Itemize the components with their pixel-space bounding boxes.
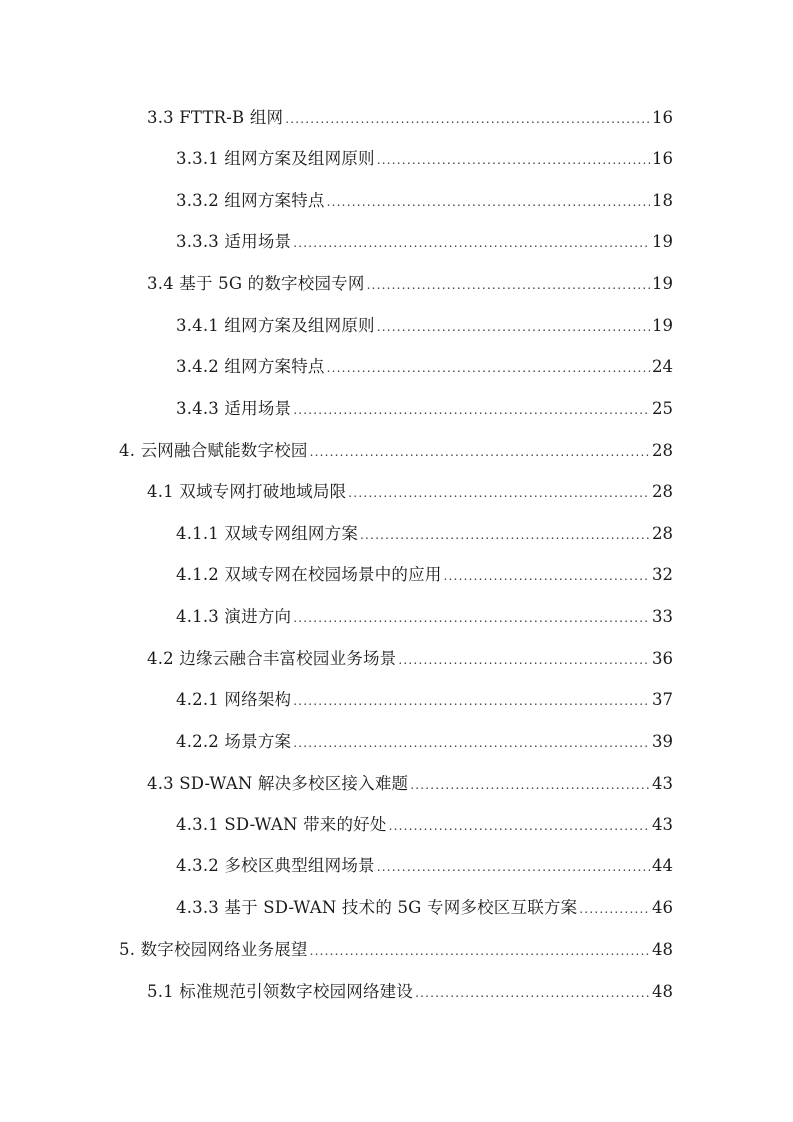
toc-entry-page: 48 — [652, 982, 673, 1001]
toc-entry-label: 4.1.2 双域专网在校园场景中的应用 — [176, 565, 442, 584]
toc-entry-page: 46 — [652, 898, 673, 917]
toc-leader-dots — [398, 649, 650, 671]
toc-entry[interactable] — [147, 648, 673, 671]
toc-leader-dots — [293, 690, 650, 712]
toc-entry[interactable] — [176, 356, 673, 379]
toc-entry[interactable] — [176, 731, 673, 754]
toc-entry[interactable] — [176, 523, 673, 546]
toc-entry-page: 28 — [652, 441, 673, 460]
toc-entry-page: 43 — [652, 815, 673, 834]
toc-entry-label: 4.3.1 SD-WAN 带来的好处 — [176, 815, 387, 834]
toc-entry-page: 16 — [652, 149, 673, 168]
toc-entry-label: 4.2.2 场景方案 — [176, 732, 292, 751]
toc-entry[interactable] — [147, 107, 673, 130]
toc-leader-dots — [310, 441, 650, 463]
toc-entry-label: 3.3 FTTR-B 组网 — [147, 108, 284, 127]
toc-entry-label: 3.3.1 组网方案及组网原则 — [176, 149, 375, 168]
toc-leader-dots — [285, 108, 650, 130]
toc-entry[interactable] — [147, 981, 673, 1004]
toc-entry-label: 3.4.3 适用场景 — [176, 399, 292, 418]
toc-entry-page: 48 — [652, 940, 673, 959]
toc-entry[interactable] — [176, 564, 673, 587]
toc-entry[interactable] — [176, 855, 673, 878]
toc-entry[interactable] — [119, 939, 673, 962]
toc-entry-page: 44 — [652, 856, 673, 875]
toc-entry[interactable] — [176, 606, 673, 629]
toc-leader-dots — [410, 774, 650, 796]
toc-entry[interactable] — [176, 231, 673, 254]
toc-entry-page: 25 — [652, 399, 673, 418]
toc-entry-page: 36 — [652, 649, 673, 668]
toc-entry-page: 18 — [652, 191, 673, 210]
toc-leader-dots — [327, 357, 650, 379]
toc-entry[interactable] — [176, 689, 673, 712]
toc-entry-page: 39 — [652, 732, 673, 751]
toc-entry[interactable] — [176, 814, 673, 837]
toc-leader-dots — [377, 149, 650, 171]
toc-leader-dots — [293, 399, 650, 421]
toc-entry-label: 4.3.3 基于 SD-WAN 技术的 5G 专网多校区互联方案 — [176, 898, 578, 917]
toc-entry[interactable] — [176, 398, 673, 421]
toc-entry-label: 3.3.2 组网方案特点 — [176, 191, 325, 210]
toc-entry[interactable] — [119, 440, 673, 463]
toc-entry-label: 5.1 标准规范引领数字校园网络建设 — [147, 982, 414, 1001]
toc-entry-label: 4. 云网融合赋能数字校园 — [119, 441, 308, 460]
toc-entry-page: 19 — [652, 316, 673, 335]
toc-entry-page: 43 — [652, 774, 673, 793]
toc-entry[interactable] — [176, 190, 673, 213]
toc-entry-label: 4.3 SD-WAN 解决多校区接入难题 — [147, 774, 409, 793]
toc-entry-page: 24 — [652, 357, 673, 376]
toc-entry-label: 4.2.1 网络架构 — [176, 690, 292, 709]
toc-entry-label: 4.1.1 双域专网组网方案 — [176, 524, 359, 543]
toc-entry-label: 3.4 基于 5G 的数字校园专网 — [147, 274, 365, 293]
toc-leader-dots — [415, 982, 650, 1004]
toc-entry[interactable] — [176, 897, 673, 920]
toc-entry[interactable] — [176, 148, 673, 171]
toc-entry-page: 32 — [652, 565, 673, 584]
toc-entry-label: 4.1.3 演进方向 — [176, 607, 292, 626]
toc-entry-label: 3.3.3 适用场景 — [176, 232, 292, 251]
toc-leader-dots — [444, 565, 650, 587]
toc-entry-label: 3.4.2 组网方案特点 — [176, 357, 325, 376]
toc-leader-dots — [293, 607, 650, 629]
toc-leader-dots — [579, 898, 650, 920]
toc-leader-dots — [360, 524, 650, 546]
toc-entry-page: 28 — [652, 482, 673, 501]
toc-leader-dots — [310, 940, 650, 962]
toc-leader-dots — [389, 815, 650, 837]
toc-entry-label: 4.1 双域专网打破地域局限 — [147, 482, 347, 501]
toc-leader-dots — [377, 316, 650, 338]
toc-entry[interactable] — [147, 773, 673, 796]
toc-leader-dots — [377, 856, 650, 878]
toc-entry[interactable] — [176, 315, 673, 338]
toc-leader-dots — [293, 732, 650, 754]
toc-leader-dots — [367, 274, 650, 296]
toc-leader-dots — [293, 232, 650, 254]
toc-entry-page: 37 — [652, 690, 673, 709]
toc-entry-label: 3.4.1 组网方案及组网原则 — [176, 316, 375, 335]
toc-entry-label: 5. 数字校园网络业务展望 — [119, 940, 308, 959]
toc-entry-page: 19 — [652, 274, 673, 293]
toc-leader-dots — [327, 191, 650, 213]
toc-entry-page: 33 — [652, 607, 673, 626]
toc-entry-page: 16 — [652, 108, 673, 127]
toc-entry-page: 19 — [652, 232, 673, 251]
toc-entry-label: 4.2 边缘云融合丰富校园业务场景 — [147, 649, 397, 668]
toc-leader-dots — [348, 482, 650, 504]
toc-entry[interactable] — [147, 481, 673, 504]
toc-entry[interactable] — [147, 273, 673, 296]
toc-entry-label: 4.3.2 多校区典型组网场景 — [176, 856, 375, 875]
toc-entry-page: 28 — [652, 524, 673, 543]
